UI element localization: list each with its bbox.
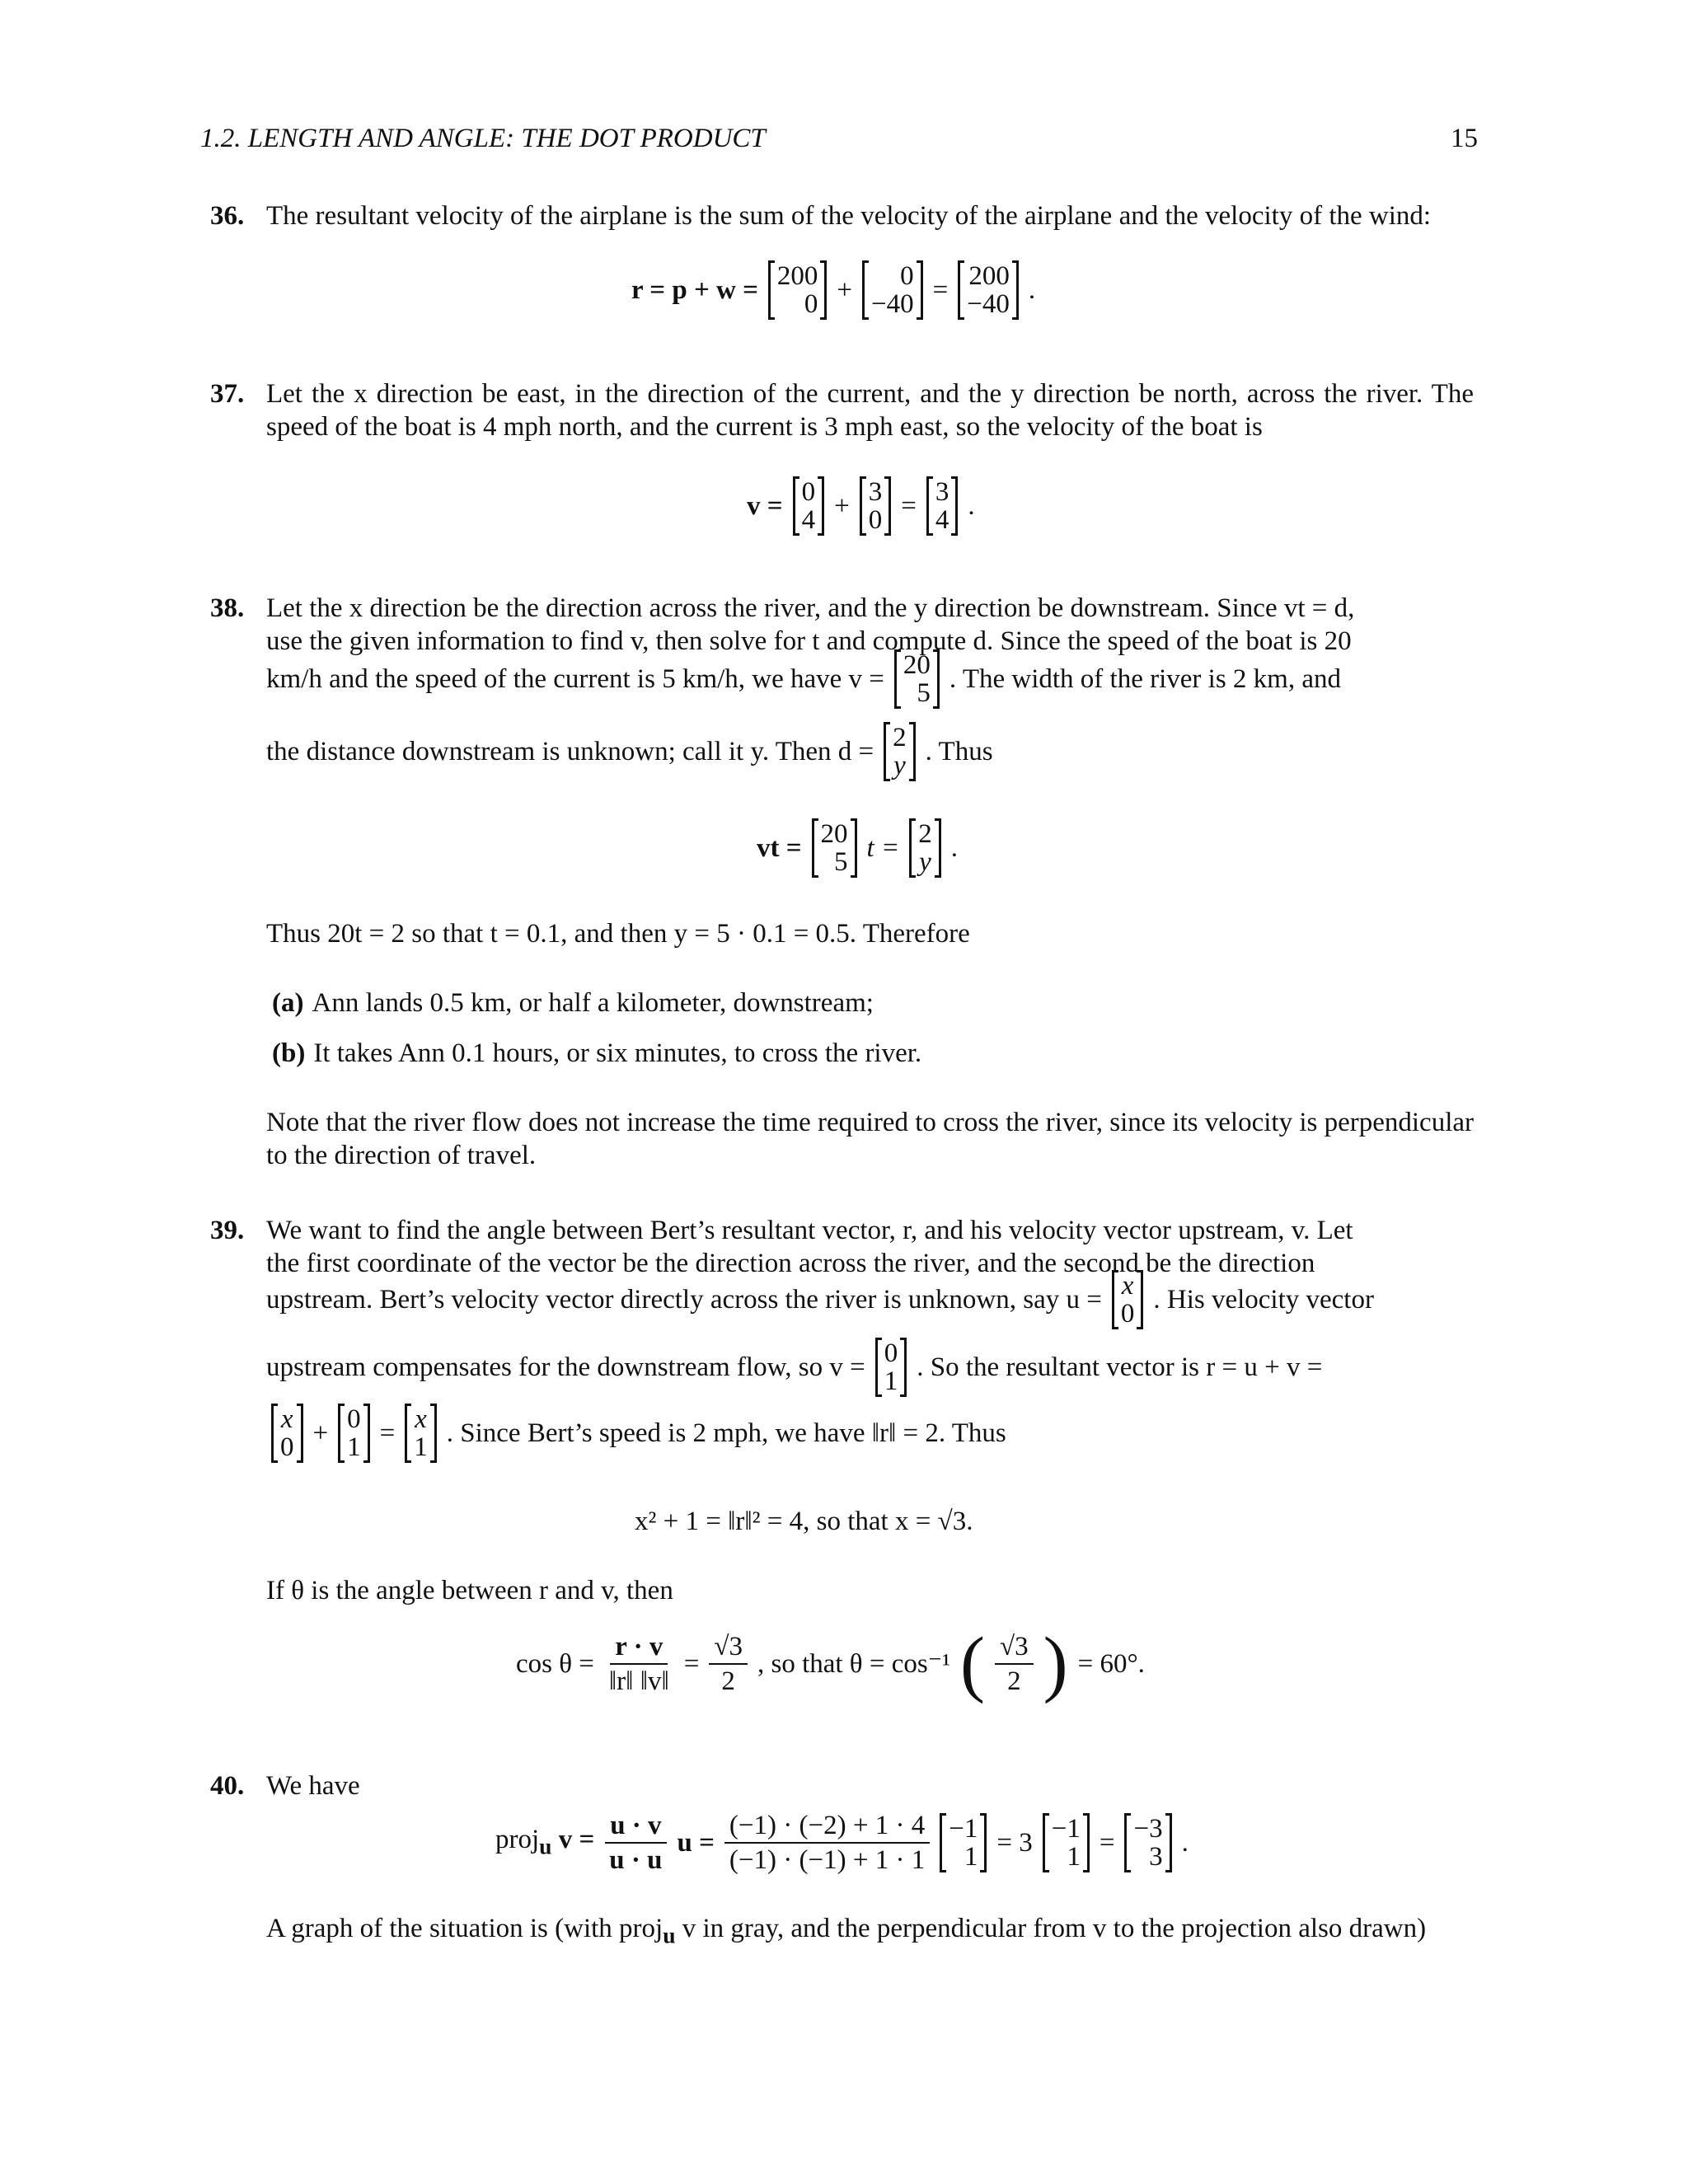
eq36-matrix-r: 200 −40 [958, 262, 1019, 318]
p39-matrix-u: x 0 [1112, 1272, 1144, 1328]
p38-matrix-d: 2 y [884, 724, 916, 780]
problem-39-line2: the first coordinate of the vector be the direction across the river, and the second be the direction [266, 1249, 1315, 1278]
eq38-end: . [950, 833, 958, 863]
p39-line4-text-b: . So the resultant vector is r = u + v = [917, 1352, 1323, 1382]
problem-38-item-a: (a) Ann lands 0.5 km, or half a kilometer, downstream; [272, 988, 874, 1018]
eq37-plus: + [834, 491, 850, 521]
running-header: 1.2. LENGTH AND ANGLE: THE DOT PRODUCT [200, 124, 766, 153]
eq38-lhs: vt = [757, 833, 802, 863]
problem-39-line5 [266, 1405, 1011, 1461]
problem-38-item-b: (b) It takes Ann 0.1 hours, or six minutes, to cross the river. [272, 1038, 922, 1068]
p38-matrix-v: 20 5 [894, 651, 940, 707]
problem-number-40: 40. [210, 1771, 245, 1801]
eq40-eq3: = 3 [996, 1828, 1033, 1858]
p38-line4-text-a: the distance downstream is unknown; call it y. Then d = [266, 737, 874, 766]
eq37-matrix-3: 3 4 [926, 478, 959, 534]
p39-right-paren: ) [1043, 1623, 1068, 1704]
eq38-matrix-2: 2 y [909, 820, 941, 876]
problem-39-line4 [261, 1339, 1327, 1395]
p39-line5-text: . Since Bert’s speed is 2 mph, we have ‖r‖ = 2. Thus [446, 1418, 1006, 1448]
p39-line3-text-a: upstream. Bert’s velocity vector directly across the river is unknown, say u = [266, 1285, 1102, 1315]
p39-matrix-5b: 0 1 [338, 1405, 370, 1461]
problem-39-line1: We want to find the angle between Bert’s resultant vector, r, and his velocity vector upstream, v. Let [266, 1216, 1353, 1245]
eq40-matrix-1: −1 1 [940, 1815, 987, 1871]
p39-sqrt3-over-2-b: $\frac{√3}{2}$ [995, 1630, 1034, 1698]
p39-line4-text-a: upstream compensates for the downstream flow, so v = [266, 1352, 865, 1382]
eq36-equals: = [932, 275, 949, 305]
p39-sqrt3-over-2: $\frac{√3}{2}$ [709, 1630, 748, 1698]
eq40-end: . [1181, 1828, 1189, 1858]
problem-number-36: 36. [210, 201, 245, 231]
equation-40 [490, 1809, 1193, 1877]
problem-40-graph-text: A graph of the situation is (with proj$_u$ v in gray, and the perpendicular from v to the projection also drawn) [266, 1914, 1427, 1948]
problem-38-line4 [261, 724, 998, 780]
eq38-t: t = [866, 833, 900, 863]
eq37-equals: = [901, 491, 917, 521]
problem-number-39: 39. [210, 1216, 245, 1245]
p39-equals-2: = [683, 1649, 700, 1679]
p39-cos-equation [511, 1623, 1150, 1704]
eq37-end: . [968, 491, 975, 521]
page-number: 15 [1451, 124, 1478, 153]
p39-matrix-v: 0 1 [875, 1339, 907, 1395]
eq37-matrix-2: 3 0 [860, 478, 892, 534]
p39-left-paren: ( [960, 1623, 986, 1704]
problem-38-line2: use the given information to find v, then solve for t and compute d. Since the speed of the boat is 20 [266, 626, 1352, 656]
problem-number-37: 37. [210, 379, 245, 409]
equation-38 [752, 820, 963, 876]
equation-36 [626, 262, 1040, 318]
eq36-end: . [1028, 275, 1036, 305]
p38-line3-text-b: . The width of the river is 2 km, and [949, 664, 1341, 694]
eq36-lhs: r = p + w = [631, 275, 758, 305]
p39-matrix-5c: x 1 [405, 1405, 437, 1461]
problem-38-note: Note that the river flow does not increase the time required to cross the river, since its velocity is perpendicular to the direction of travel. [266, 1108, 1474, 1170]
problem-38-line3 [261, 651, 1346, 707]
eq40-u-eq: u = [677, 1828, 715, 1858]
problem-38-thus: Thus 20t = 2 so that t = 0.1, and then y = 5 · 0.1 = 0.5. Therefore [266, 919, 970, 949]
eq40-matrix-3: −3 3 [1124, 1815, 1171, 1871]
problem-number-38: 38. [210, 593, 245, 623]
equation-37 [742, 478, 980, 534]
problem-38-line1: Let the x direction be the direction across the river, and the y direction be downstream. Since vt = d, [266, 593, 1355, 623]
p39-cos-fraction: $\frac{r \cdot v}{‖r‖ ‖v‖}$ [608, 1632, 669, 1696]
p38-line3-text-a: km/h and the speed of the current is 5 km/h, we have v = [266, 664, 884, 694]
p39-matrix-5a: x 0 [271, 1405, 303, 1461]
eq36-matrix-w: 0 −40 [862, 262, 923, 318]
eq37-matrix-1: 0 4 [793, 478, 825, 534]
eq40-matrix-2: −1 1 [1043, 1815, 1090, 1871]
p39-cos-lhs: cos θ = [516, 1649, 594, 1679]
eq38-matrix-1: 20 5 [812, 820, 857, 876]
problem-37-text: Let the x direction be east, in the direction of the current, and the y direction be north, across the river. The speed of the boat is 4 mph north, and the current is 3 mph east, so the velocity of the boat is [266, 379, 1474, 442]
p39-equals: = [379, 1418, 396, 1448]
eq40-fraction-2: $\frac{(-1) \cdot (-2) + 1 \cdot 4}{(-1) \cdot (-1) + 1 \cdot 1}$ [724, 1809, 930, 1877]
eq40-equals: = [1099, 1828, 1115, 1858]
eq36-matrix-p: 200 0 [768, 262, 828, 318]
p39-line3-text-b: . His velocity vector [1153, 1285, 1374, 1315]
eq40-proj: proj$_u$ v = [495, 1824, 595, 1859]
p39-result: = 60°. [1077, 1649, 1145, 1679]
problem-36-text: The resultant velocity of the airplane is the sum of the velocity of the airplane and the velocity of the wind: [266, 201, 1432, 231]
eq36-plus: + [837, 275, 853, 305]
p39-plus: + [312, 1418, 329, 1448]
p39-equation-x: x² + 1 = ‖r‖² = 4, so that x = √3. [635, 1507, 973, 1536]
eq40-fraction-1: $\frac{u \cdot v}{u \cdot u}$ [604, 1809, 667, 1877]
p39-so-that: , so that θ = cos⁻¹ [757, 1649, 951, 1679]
p39-if-theta: If θ is the angle between r and v, then [266, 1576, 673, 1605]
p38-line4-text-b: . Thus [925, 737, 993, 766]
eq37-lhs: v = [747, 491, 783, 521]
problem-39-line3 [261, 1272, 1379, 1328]
problem-40-text: We have [266, 1771, 360, 1801]
